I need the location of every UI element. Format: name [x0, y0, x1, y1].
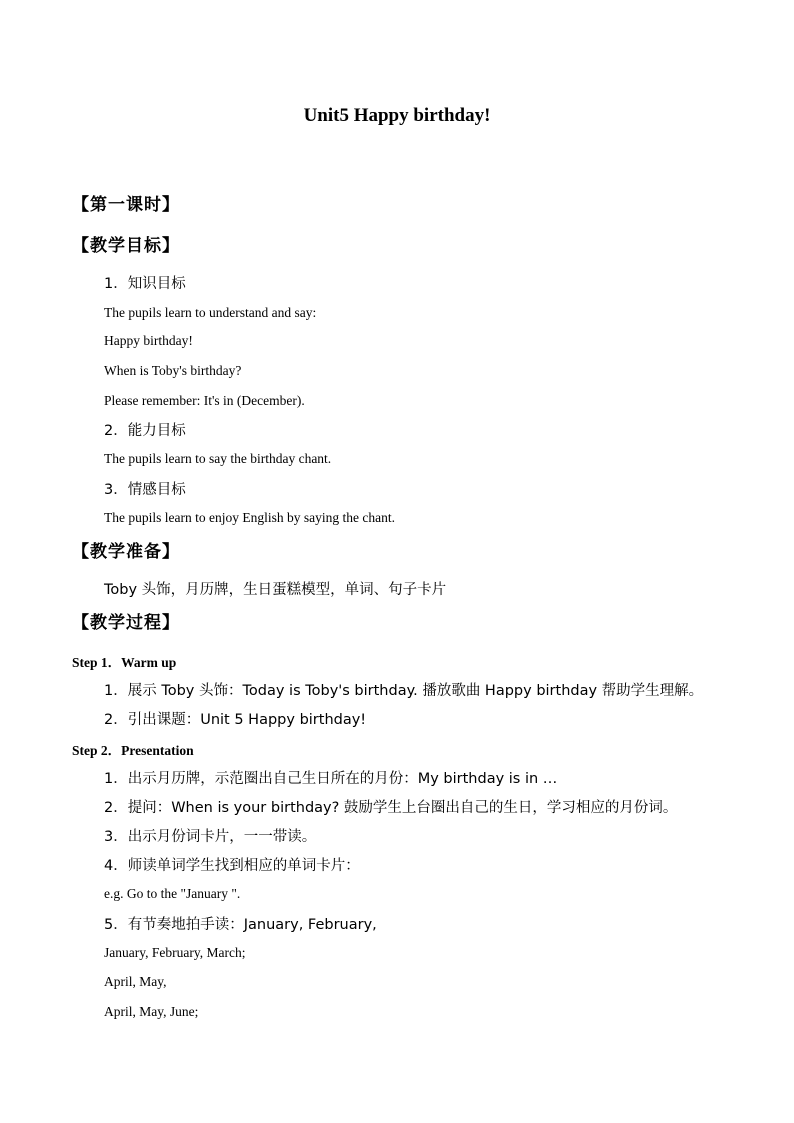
step-2-line: April, May, — [104, 974, 167, 989]
step-2-line: 5．有节奏地拍手读：January, February, — [104, 917, 377, 933]
objective-line: 3．情感目标 — [104, 482, 186, 498]
page-title: Unit5 Happy birthday! — [303, 105, 491, 126]
step-1-line: 1．展示 Toby 头饰：Today is Toby's birthday. 播放歌曲 Happy birthday 帮助学生理解。 — [104, 683, 704, 699]
step-2-line: e.g. Go to the "January ". — [104, 886, 241, 901]
objective-line: Happy birthday! — [104, 333, 193, 348]
step-1-line: 2．引出课题：Unit 5 Happy birthday! — [104, 712, 367, 728]
preparation-heading: 【教学准备】 — [72, 542, 180, 562]
preparation-text: Toby 头饰，月历牌，生日蛋糕模型，单词、句子卡片 — [104, 582, 447, 598]
lesson-heading: 【第一课时】 — [72, 195, 180, 215]
objective-line: The pupils learn to enjoy English by saying the chant. — [104, 510, 395, 525]
objectives-heading: 【教学目标】 — [72, 236, 180, 256]
objective-line: The pupils learn to understand and say: — [104, 305, 317, 320]
objective-line: 1．知识目标 — [104, 276, 186, 292]
step-2-line: April, May, June; — [104, 1004, 199, 1019]
objective-line: 2．能力目标 — [104, 423, 186, 439]
process-heading: 【教学过程】 — [72, 613, 180, 633]
step-2-line: 4．师读单词学生找到相应的单词卡片： — [104, 858, 360, 874]
step-1-title: Step 1．Warm up — [72, 655, 177, 670]
step-2-line: 1．出示月历牌，示范圈出自己生日所在的月份：My birthday is in … — [104, 771, 558, 787]
step-2-line: January, February, March; — [104, 945, 246, 960]
objective-line: The pupils learn to say the birthday chant. — [104, 451, 332, 466]
step-2-title: Step 2．Presentation — [72, 743, 194, 758]
step-2-line: 3．出示月份词卡片，一一带读。 — [104, 829, 317, 845]
step-2-line: 2．提问：When is your birthday? 鼓励学生上台圈出自己的生日，学习相应的月份词。 — [104, 800, 678, 816]
objective-line: When is Toby's birthday? — [104, 363, 242, 378]
objective-line: Please remember: It's in (December). — [104, 393, 305, 408]
